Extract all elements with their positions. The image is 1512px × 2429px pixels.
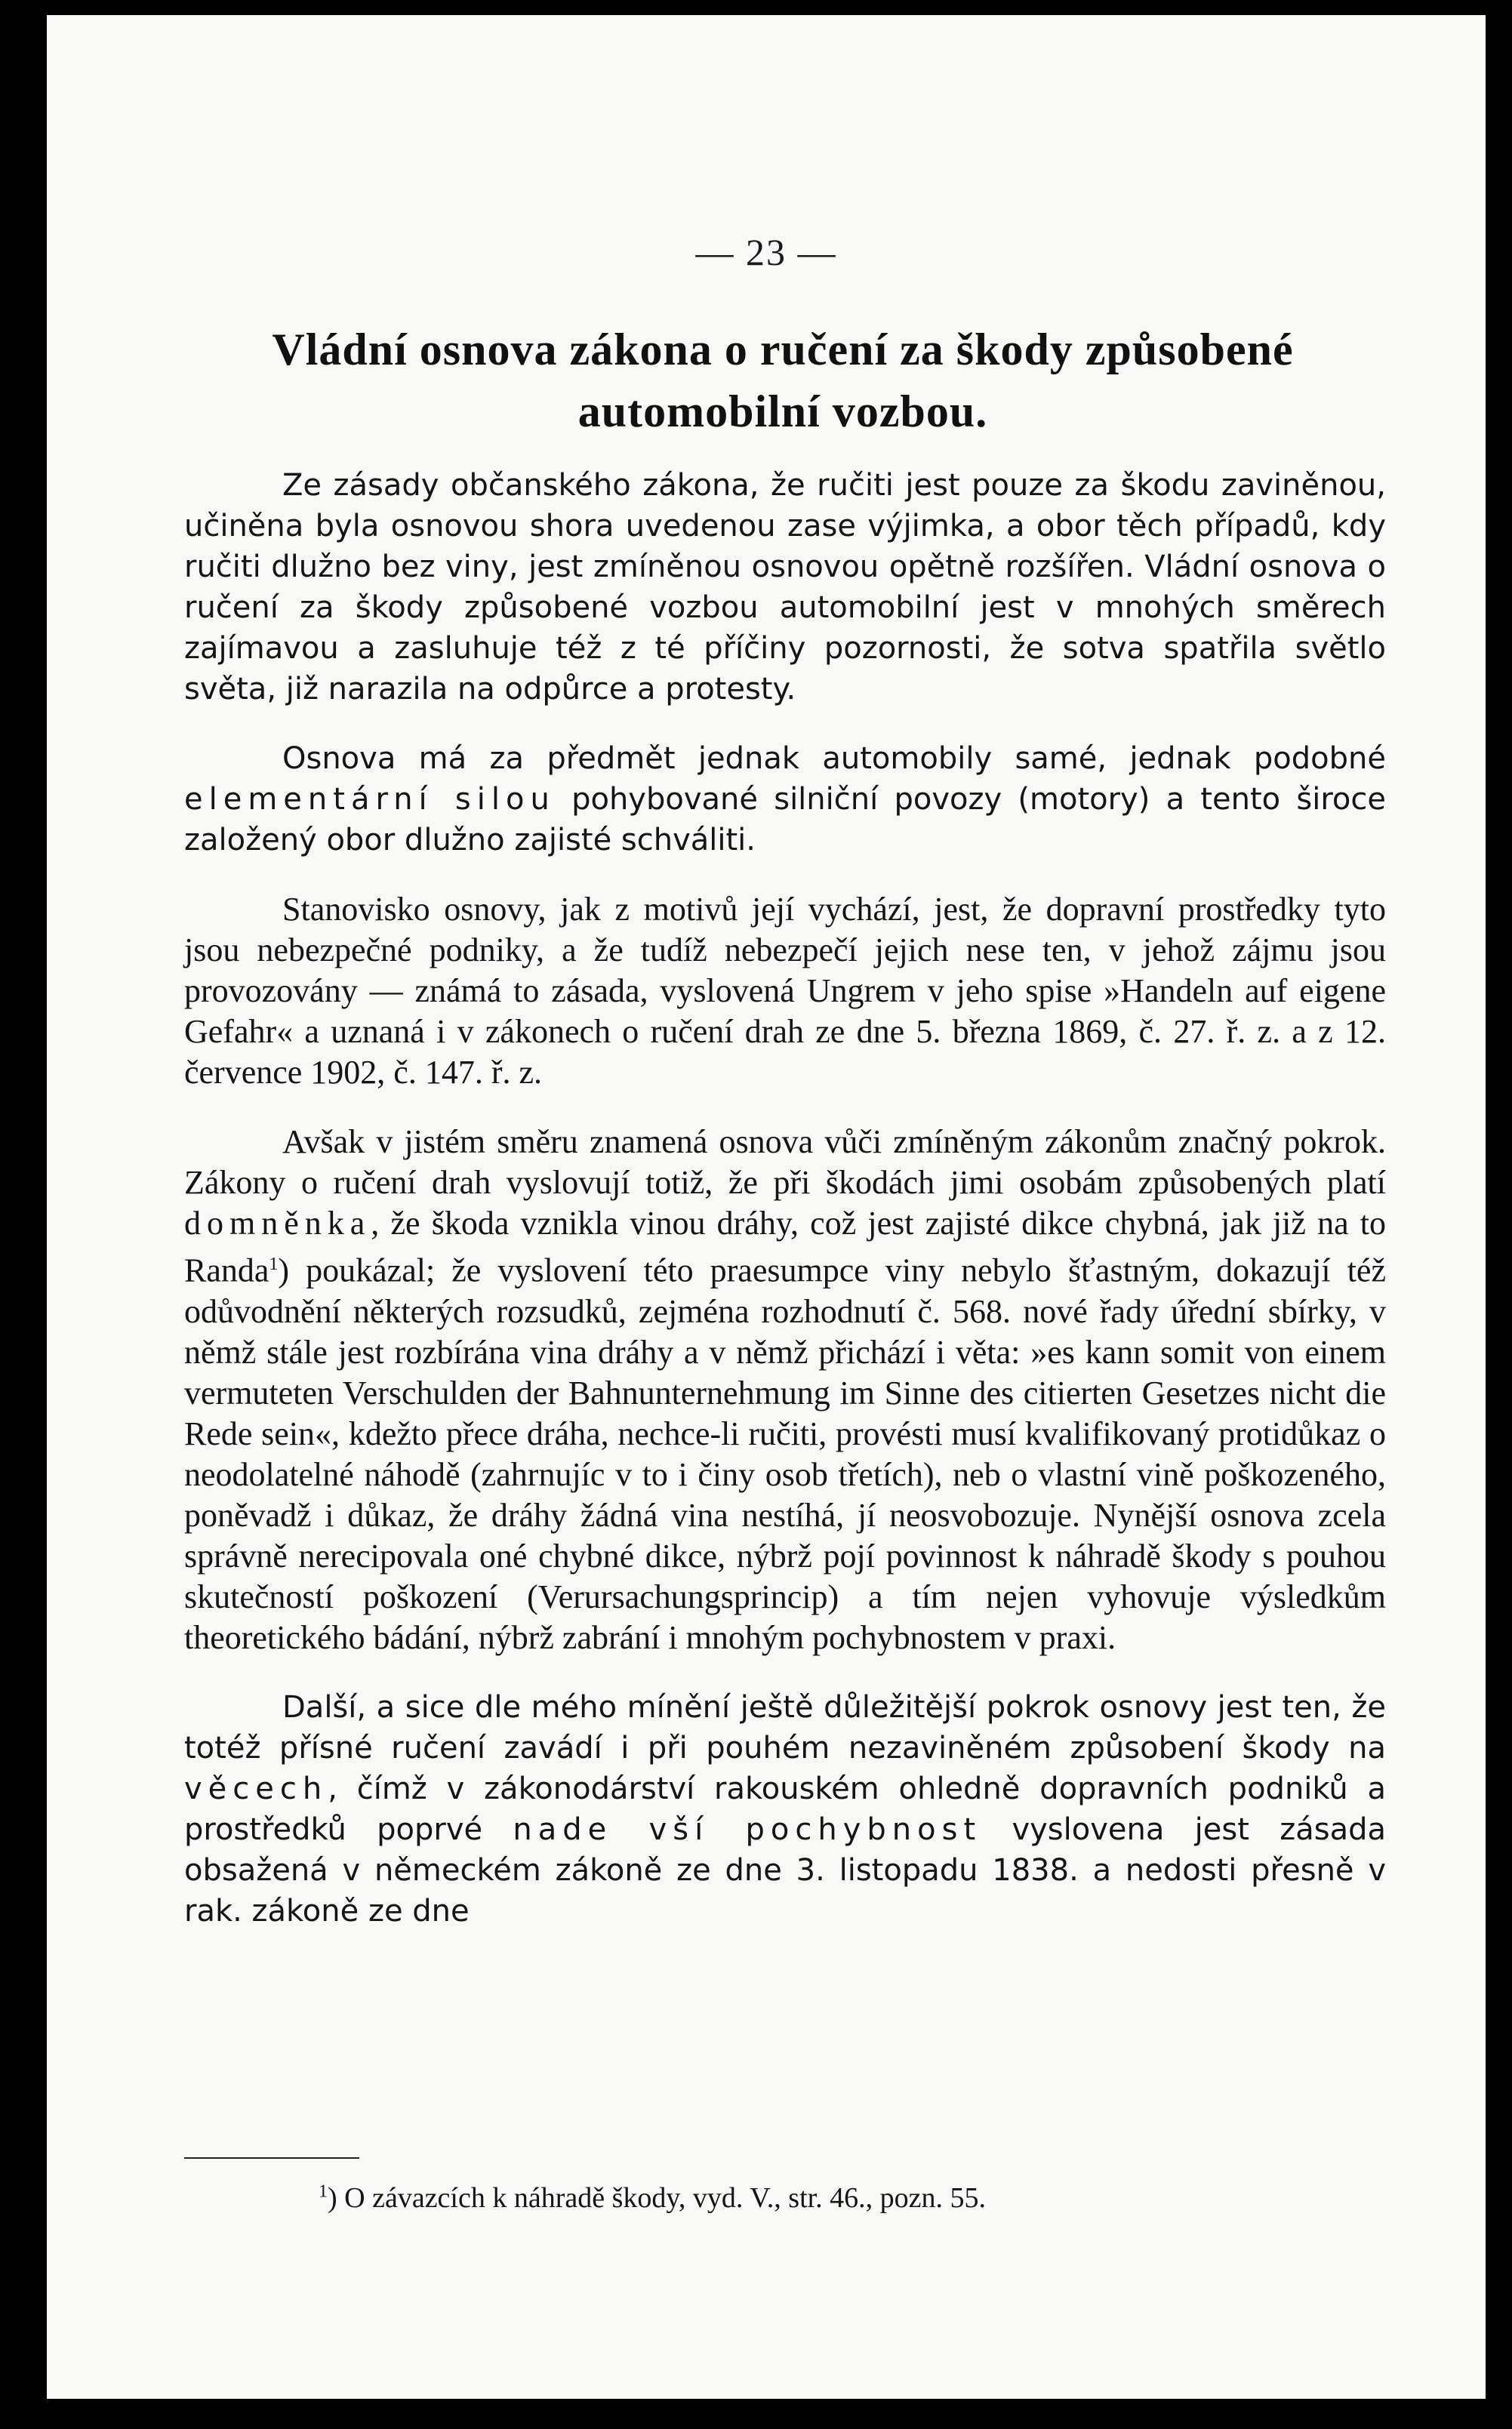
footnote-text: ) O závazcích k náhradě škody, vyd. V., str. 46., pozn. 55.	[328, 2182, 987, 2214]
emphasis-elementarni-silou: elementární silou	[184, 782, 556, 817]
footnote-divider	[184, 2157, 359, 2159]
paragraph-4-text-a: Avšak v jistém směru znamená osnova vůči zmíněným zákonům značný pokrok. Zákony o ručení drah vyslovují totiž, že při škodách jimi osobám způsobených platí	[184, 1123, 1386, 1201]
paragraph-2-text-a: Osnova má za předmět jednak automobily samé, jednak podobné	[282, 741, 1386, 776]
footnote-reference: 1	[269, 1255, 279, 1274]
emphasis-domnenka: domněnka	[184, 1205, 371, 1242]
paragraph-4-text-b: , že škoda vznikla vinou dráhy, což jest zajisté dikce chybná, jak již na to Randa	[184, 1205, 1386, 1289]
paragraph-4-text-c: ) poukázal; že vyslovení této praesumpce viny nebylo šťastným, dokazují též odůvodnění některých rozsudků, zejména rozhodnutí č. 568. nové řady úřední sbírky, v němž stále jest rozbírána vina dráhy a v němž přichází i věta: »es kann somit von einem vermuteten Verschulden der Bahnunternehmung im Sinne des citierten Gesetzes nicht die Rede sein«, kdežto přece dráha, nechce-li ručiti, provésti musí kvalifikovaný protidůkaz o neodolatelné náhodě (zahrnujíc v to i činy osob třetích), neb o vlastní vině poškozeného, poněvadž i důkaz, že dráhy žádná vina nestíhá, jí neosvobozuje. Nynější osnova zcela správně nerecipovala oné chybné dikce, nýbrž pojí povinnost k náhradě škody s pouhou skutečností poškození (Verursachungsprincip) a tím nejen vyhovuje výsledkům theoretického bádání, nýbrž zabrání i mnohým pochybnostem v praxi.	[184, 1251, 1386, 1656]
emphasis-vecech: věcech	[184, 1771, 328, 1806]
article-title: Vládní osnova zákona o ručení za škody způsobené automobilní vozbou.	[272, 325, 1294, 436]
paragraph-4	[184, 1122, 1386, 1658]
page-sheet	[47, 15, 1486, 2399]
paragraph-5-text-c: vyslovena jest zásada obsažená v německém zákoně ze dne 3. listopadu 1838. a nedosti přesně v rak. zákoně ze dne	[184, 1812, 1386, 1929]
paragraph-3: Stanovisko osnovy, jak z motivů její vychází, jest, že dopravní prostředky tyto jsou nebezpečné podniky, a že tudíž nebezpečí jejich nese ten, v jehož zájmu jsou provozovány — známá to zásada, vyslovená Ungrem v jeho spise »Handeln auf eigene Gefahr« a uznaná i v zákonech o ručení drah ze dne 5. března 1869, č. 27. ř. z. a z 12. července 1902, č. 147. ř. z.	[184, 891, 1386, 1091]
paragraph-2	[184, 738, 1386, 860]
page-number: — 23 —	[695, 231, 837, 273]
paragraph-5	[184, 1687, 1386, 1932]
emphasis-nade-vsi-pochybnost: nade vší pochybnost	[513, 1812, 982, 1847]
paragraph-1: Ze zásady občanského zákona, že ručiti jest pouze za škodu zaviněnou, učiněna byla osnovou shora uvedenou zase výjimka, a obor těch případů, kdy ručiti dlužno bez viny, jest zmíněnou osnovou opětně rozšířen. Vládní osnova o ručení za škody způsobené vozbou automobilní jest v mnohých směrech zajímavou a zasluhuje též z té příčiny pozornosti, že sotva spatřila světlo světa, již narazila na odpůrce a protesty.	[184, 468, 1386, 707]
paragraph-5-text-b: , čímž v zákonodárství rakouském ohledně dopravních podniků a prostředků poprvé	[184, 1771, 1386, 1847]
article-body	[184, 465, 1386, 1960]
paragraph-5-text-a: Další, a sice dle mého mínění ještě důležitější pokrok osnovy jest ten, že totéž přísné ručení zavádí i při pouhém nezaviněném způsobení škody na	[184, 1689, 1386, 1766]
footnote	[319, 2181, 986, 2215]
footnote-marker: 1	[319, 2181, 328, 2202]
paragraph-2-text-b: pohybované silniční povozy (motory) a tento široce založený obor dlužno zajisté schváliti.	[184, 782, 1386, 857]
